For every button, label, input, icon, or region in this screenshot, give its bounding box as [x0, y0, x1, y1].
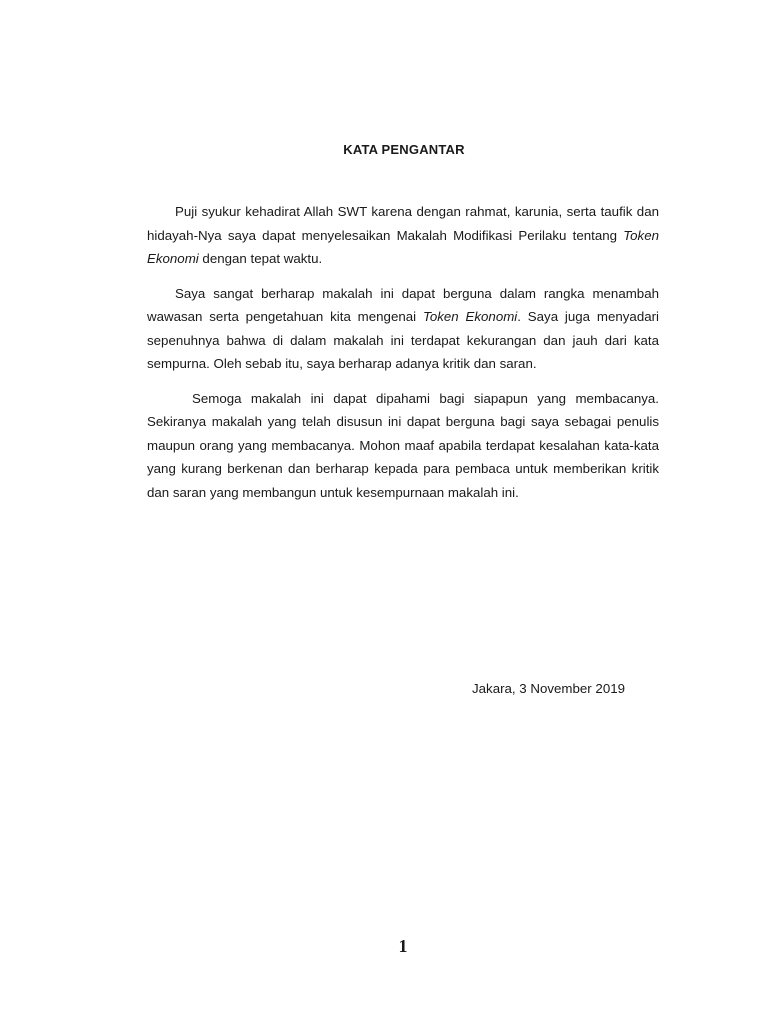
paragraph-3 — [147, 387, 659, 505]
paragraph-2-text-end: . Saya juga menyadari sepenuhnya bahwa di dalam makalah ini terdapat kekurangan dan jauh dari kata sempurna. Oleh sebab itu, saya berharap adanya kritik dan saran. — [147, 309, 659, 371]
paragraph-1-emphasis: Token Ekonomi — [147, 227, 659, 266]
paragraph-1 — [147, 200, 659, 271]
paragraph-3-text: Semoga makalah ini dapat dipahami bagi siapapun yang membacanya. Sekiranya makalah yang telah disusun ini dapat berguna bagi saya sebagai penulis maupun orang yang membacanya. Mohon maaf apabila terdapat kesalahan kata-kata yang kurang berkenan dan berharap kepada para pembaca untuk memberikan kritik dan saran yang membangun untuk kesempurnaan makalah ini. — [147, 390, 659, 500]
paragraph-2-emphasis: Token Ekonomi — [422, 309, 518, 324]
paragraph-1-text-start: Puji syukur kehadirat Allah SWT karena dengan rahmat, karunia, serta taufik dan hidayah-Nya saya dapat menyelesaikan Makalah Modifikasi Perilaku tentang — [147, 204, 659, 243]
document-body — [147, 200, 659, 515]
paragraph-1-text-end: dengan tepat waktu. — [198, 251, 323, 266]
page-number: 1 — [398, 936, 408, 956]
paragraph-2-text-start: Saya sangat berharap makalah ini dapat berguna dalam rangka menambah wawasan serta pengetahuan kita mengenai — [147, 285, 659, 324]
signature-place-date: Jakara, 3 November 2019 — [472, 681, 625, 696]
page-title: KATA PENGANTAR — [343, 142, 465, 157]
paragraph-2 — [147, 282, 659, 376]
